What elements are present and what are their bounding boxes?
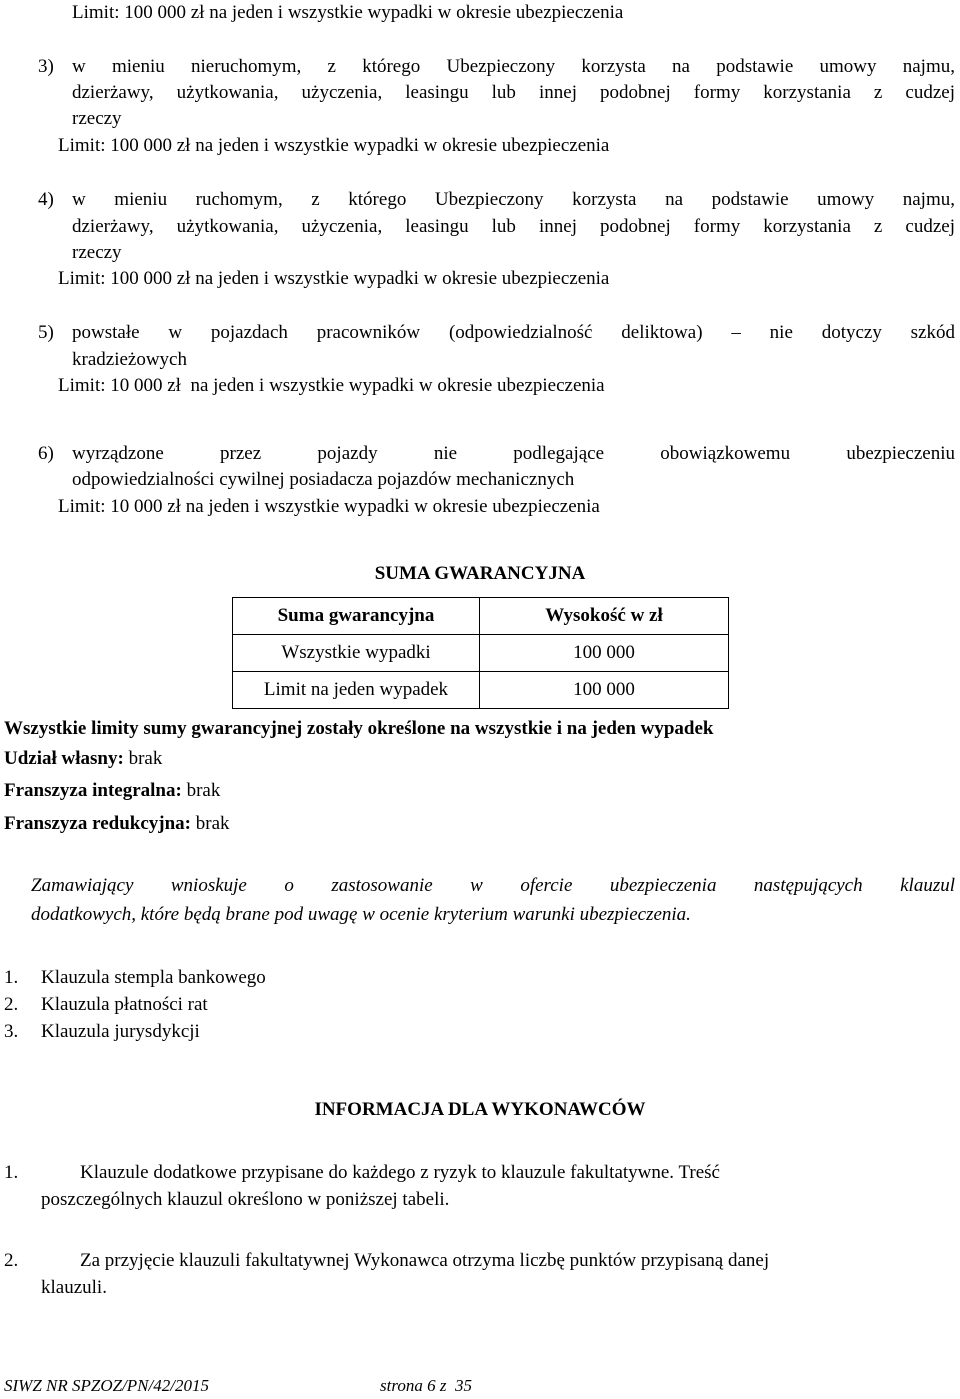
clause-number: 2. [4, 994, 19, 1015]
info-heading: INFORMACJA DLA WYKONAWCÓW [314, 1099, 646, 1120]
udzial-value: brak [128, 748, 163, 769]
info-item-1-line2: poszczególnych klauzul określono w poniższej tabeli. [41, 1189, 450, 1210]
info-item-2-line1: Za przyjęcie klauzuli fakultatywnej Wykonawca otrzyma liczbę punktów przypisaną danej [80, 1250, 770, 1271]
clause-number: 3. [4, 1021, 19, 1042]
clauses-intro-line2: dodatkowych, które będą brane pod uwagę w ocenie kryterium warunki ubezpieczenia. [31, 904, 691, 925]
franszyza-integralna-label: Franszyza integralna: [4, 780, 182, 801]
table-cell: Wszystkie wypadki [233, 635, 480, 672]
clause-number: 1. [4, 967, 19, 988]
info-item-2-number: 2. [4, 1250, 19, 1271]
footer-page-number: strona 6 z 35 [380, 1376, 472, 1395]
info-item-1-number: 1. [4, 1162, 19, 1183]
top-limit-line: Limit: 100 000 zł na jeden i wszystkie wypadki w okresie ubezpieczenia [72, 2, 624, 23]
clause-item: Klauzula jurysdykcji [41, 1021, 200, 1042]
item-3-limit: Limit: 100 000 zł na jeden i wszystkie wypadki w okresie ubezpieczenia [58, 135, 610, 156]
suma-gwarancyjna-heading: SUMA GWARANCYJNA [374, 563, 586, 584]
item-5-limit: Limit: 10 000 zł na jeden i wszystkie wypadki w okresie ubezpieczenia [58, 375, 605, 396]
item-5-line1: powstałe w pojazdach pracowników (odpowiedzialność deliktowa) – nie dotyczy szkód [72, 322, 955, 343]
footer-document-id: SIWZ NR SPZOZ/PN/42/2015 [4, 1376, 209, 1395]
item-3-line3: rzeczy [72, 108, 122, 129]
table-header-cell: Suma gwarancyjna [233, 598, 480, 635]
franszyza-integralna-value: brak [186, 780, 221, 801]
table-cell: Limit na jeden wypadek [233, 672, 480, 709]
item-4-line2: dzierżawy, użytkowania, użyczenia, leasingu lub innej podobnej formy korzystania z cudzej [72, 216, 955, 237]
limits-note: Wszystkie limity sumy gwarancyjnej zostały określone na wszystkie i na jeden wypadek [4, 718, 714, 739]
suma-gwarancyjna-table [232, 597, 729, 709]
franszyza-redukcyjna [4, 811, 230, 837]
item-6-line2: odpowiedzialności cywilnej posiadacza pojazdów mechanicznych [72, 469, 575, 490]
clause-item: Klauzula płatności rat [41, 994, 208, 1015]
item-3-line1: w mieniu nieruchomym, z którego Ubezpieczony korzysta na podstawie umowy najmu, [72, 56, 955, 77]
table-header-cell: Wysokość w zł [480, 598, 729, 635]
franszyza-redukcyjna-label: Franszyza redukcyjna: [4, 813, 191, 834]
clause-item: Klauzula stempla bankowego [41, 967, 266, 988]
table-header-row [233, 598, 729, 635]
item-4-line1: w mieniu ruchomym, z którego Ubezpieczony korzysta na podstawie umowy najmu, [72, 189, 955, 210]
info-item-2-line2: klauzuli. [41, 1277, 107, 1298]
item-4-number: 4) [38, 189, 54, 210]
item-3-number: 3) [38, 56, 54, 77]
item-5-number: 5) [38, 322, 54, 343]
table-cell: 100 000 [480, 635, 729, 672]
table-row [233, 635, 729, 672]
item-6-number: 6) [38, 443, 54, 464]
item-4-line3: rzeczy [72, 242, 122, 263]
franszyza-redukcyjna-value: brak [195, 813, 230, 834]
item-3-line2: dzierżawy, użytkowania, użyczenia, leasingu lub innej podobnej formy korzystania z cudzej [72, 82, 955, 103]
clauses-intro-line1: Zamawiający wnioskuje o zastosowanie w ofercie ubezpieczenia następujących klauzul [31, 875, 955, 896]
udzial-label: Udział własny: [4, 748, 124, 769]
franszyza-integralna [4, 778, 220, 804]
item-4-limit: Limit: 100 000 zł na jeden i wszystkie wypadki w okresie ubezpieczenia [58, 268, 610, 289]
item-5-line2: kradzieżowych [72, 349, 187, 370]
table-row [233, 672, 729, 709]
item-6-limit: Limit: 10 000 zł na jeden i wszystkie wypadki w okresie ubezpieczenia [58, 496, 600, 517]
item-6-line1: wyrządzone przez pojazdy nie podlegające obowiązkowemu ubezpieczeniu [72, 443, 955, 464]
udzial-wlasny [4, 746, 162, 772]
table-cell: 100 000 [480, 672, 729, 709]
info-item-1-line1: Klauzule dodatkowe przypisane do każdego z ryzyk to klauzule fakultatywne. Treść [80, 1162, 720, 1183]
